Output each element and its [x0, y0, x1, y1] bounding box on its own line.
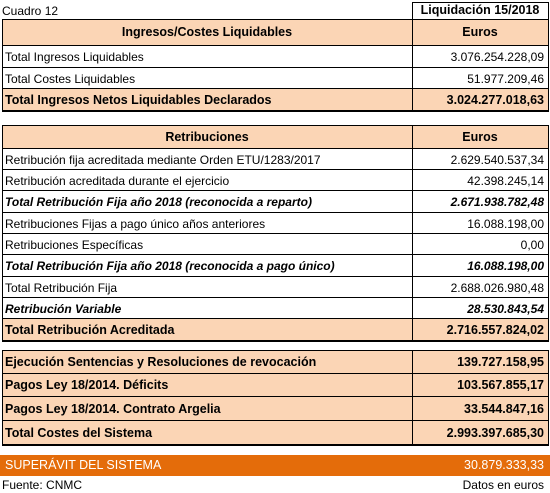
row-label: Retribución Variable [5, 301, 122, 316]
total-value: 2.716.557.824,02 [446, 322, 544, 337]
row-label: Total Retribución Fija [5, 280, 118, 295]
row-value: 16.088.198,00 [467, 259, 544, 273]
total-label: Total Costes del Sistema [5, 425, 153, 440]
row-value: 139.727.158,95 [457, 354, 544, 369]
row-value: 2.671.938.782,48 [450, 195, 544, 209]
units-note: Datos en euros [462, 477, 544, 492]
total-value: 2.993.397.685,30 [446, 425, 544, 440]
row-value: 2.629.540.537,34 [450, 152, 544, 167]
superavit-label: SUPERÁVIT DEL SISTEMA [5, 458, 162, 473]
row-value: 33.544.847,16 [464, 401, 544, 416]
row-value: 0,00 [520, 237, 544, 252]
row-label: Total Costes Liquidables [5, 71, 136, 86]
table-number: Cuadro 12 [2, 3, 59, 18]
superavit-value: 30.879.333,33 [464, 458, 544, 473]
total-label: Total Ingresos Netos Liquidables Declarados [5, 92, 272, 107]
total-label: Total Retribución Acreditada [5, 322, 175, 337]
row-value: 51.977.209,46 [467, 71, 544, 86]
row-label: Pagos Ley 18/2014. Contrato Argelia [5, 401, 221, 416]
row-label: Total Retribución Fija año 2018 (reconocida a pago único) [5, 259, 335, 273]
row-value: 2.688.026.980,48 [450, 280, 544, 295]
total-value: 3.024.277.018,63 [446, 92, 544, 107]
row-value: 42.398.245,14 [467, 173, 544, 188]
row-label: Ejecución Sentencias y Resoluciones de revocación [5, 354, 317, 369]
retribuciones-header: Retribuciones [165, 129, 249, 144]
row-label: Retribución acreditada durante el ejercicio [5, 173, 230, 188]
row-label: Total Retribución Fija año 2018 (reconocida a reparto) [5, 195, 312, 209]
row-value: 103.567.855,17 [457, 378, 544, 393]
row-value: 3.076.254.228,09 [450, 50, 544, 64]
retribuciones-unit-header: Euros [462, 129, 498, 144]
source-note: Fuente: CNMC [2, 477, 83, 492]
row-label: Retribución fija acreditada mediante Orden ETU/1283/2017 [5, 152, 321, 167]
row-value: 16.088.198,00 [467, 216, 544, 231]
row-label: Retribuciones Fijas a pago único años anteriores [5, 216, 266, 231]
ingresos-header: Ingresos/Costes Liquidables [121, 25, 293, 40]
row-value: 28.530.843,54 [467, 301, 544, 316]
row-label: Pagos Ley 18/2014. Déficits [5, 378, 169, 393]
row-label: Total Ingresos Liquidables [5, 50, 144, 64]
ingresos-unit-header: Euros [462, 25, 498, 40]
liquidation-title: Liquidación 15/2018 [420, 3, 540, 18]
row-label: Retribuciones Específicas [5, 237, 144, 252]
